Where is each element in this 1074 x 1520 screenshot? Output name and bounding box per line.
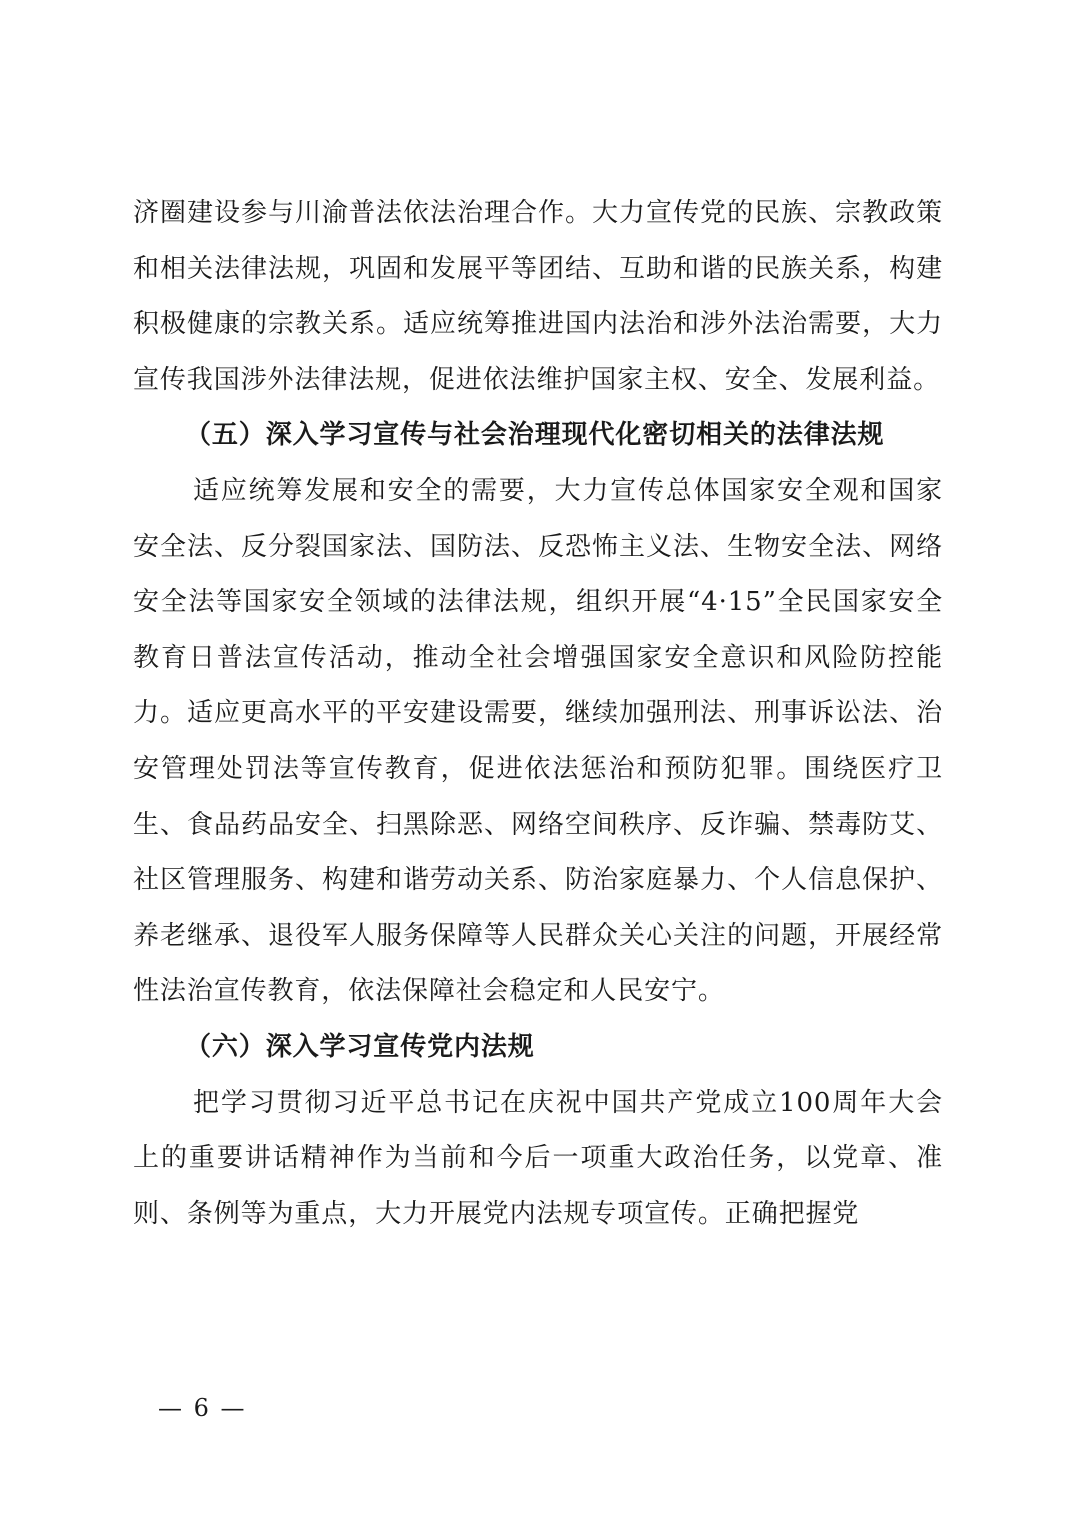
section-heading-six: （六）深入学习宣传党内法规	[185, 1031, 535, 1062]
page-number: — 6 —	[158, 1394, 247, 1422]
paragraph-party-regulations: 把学习贯彻习近平总书记在庆祝中国共产党成立100周年大会上的重要讲话精神作为当前和今后一项重大政治任务，以党章、准则、条例等为重点，大力开展党内法规专项宣传。正确把握党	[133, 1087, 943, 1229]
paragraph-national-security-law: 适应统筹发展和安全的需要，大力宣传总体国家安全观和国家安全法、反分裂国家法、国防法、反恐怖主义法、生物安全法、网络安全法等国家安全领域的法律法规，组织开展“4·15”全民国家安全教育日普法宣传活动，推动全社会增强国家安全意识和风险防控能力。适应更高水平的平安建设需要，继续加强刑法、刑事诉讼法、治安管理处罚法等宣传教育，促进依法惩治和预防犯罪。围绕医疗卫生、食品药品安全、扫黑除恶、网络空间秩序、反诈骗、禁毒防艾、社区管理服务、构建和谐劳动关系、防治家庭暴力、个人信息保护、养老继承、退役军人服务保障等人民群众关心关注的问题，开展经常性法治宣传教育，依法保障社会稳定和人民安宁。	[133, 475, 943, 1007]
paragraph-ethnic-religious-foreign-law: 济圈建设参与川渝普法依法治理合作。大力宣传党的民族、宗教政策和相关法律法规，巩固和发展平等团结、互助和谐的民族关系，构建积极健康的宗教关系。适应统筹推进国内法治和涉外法治需要，大力宣传我国涉外法律法规，促进依法维护国家主权、安全、发展利益。	[133, 198, 943, 395]
document-body	[133, 186, 943, 1242]
section-heading-five: （五）深入学习宣传与社会治理现代化密切相关的法律法规	[185, 420, 885, 451]
